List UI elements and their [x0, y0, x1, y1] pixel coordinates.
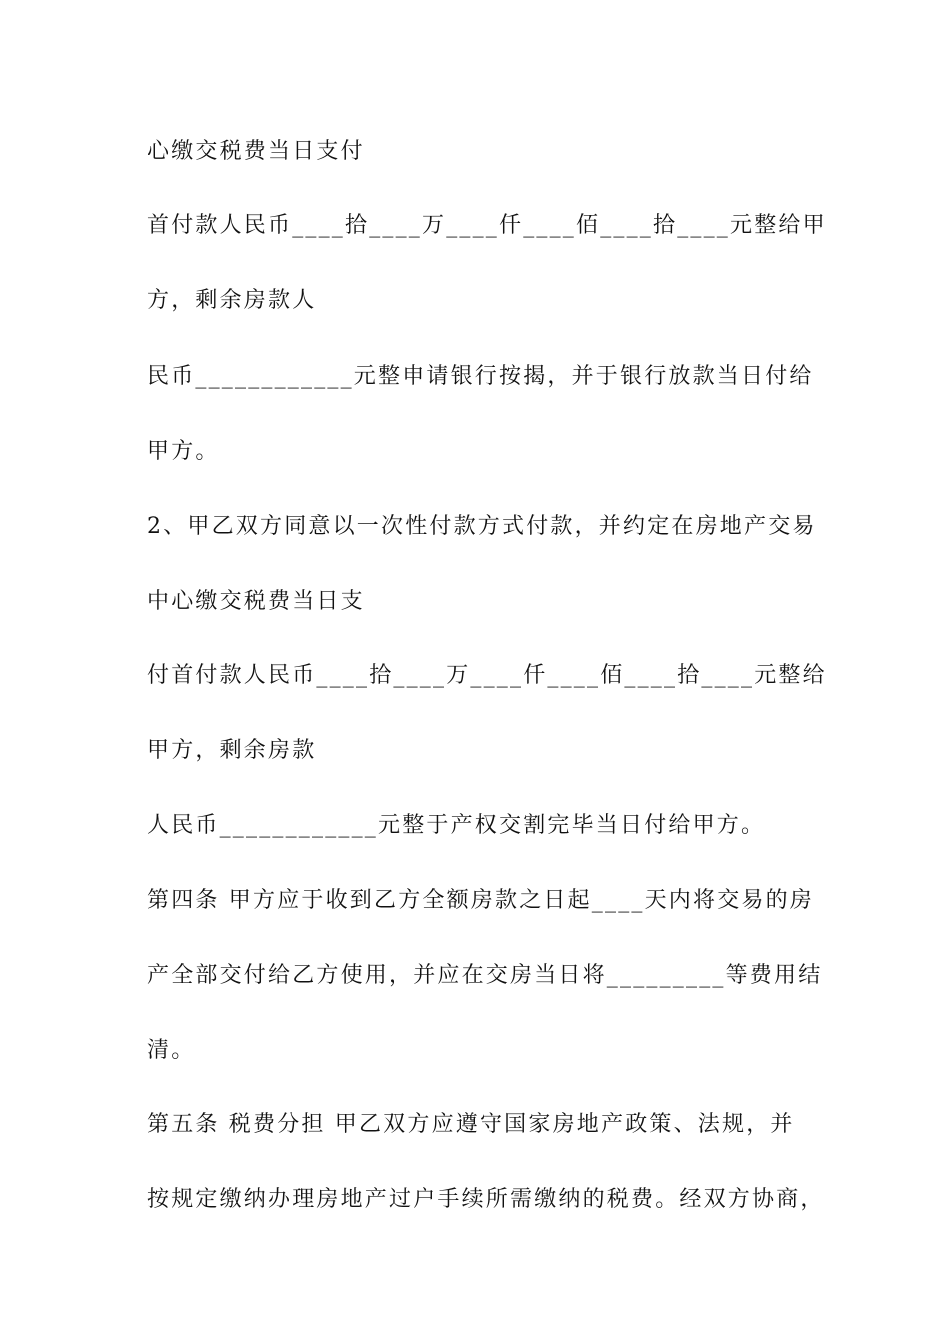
text-line: 民币____________元整申请银行按揭，并于银行放款当日付给 [147, 364, 814, 389]
text-line: 付首付款人民币____拾____万____仟____佰____拾____元整给 [147, 663, 827, 688]
text-line: 中心缴交税费当日支 [147, 589, 365, 614]
text-line: 方，剩余房款人 [147, 288, 317, 313]
text-line: 心缴交税费当日支付 [147, 139, 365, 164]
text-line: 人民币____________元整于产权交割完毕当日付给甲方。 [147, 813, 766, 838]
text-line: 2、甲乙双方同意以一次性付款方式付款，并约定在房地产交易 [147, 514, 817, 539]
text-line: 产全部交付给乙方使用，并应在交房当日将_________等费用结 [147, 963, 823, 988]
text-line: 甲方，剩余房款 [147, 738, 317, 763]
text-line: 甲方。 [147, 439, 220, 464]
text-line: 第四条 甲方应于收到乙方全额房款之日起____天内将交易的房 [147, 888, 814, 913]
text-line: 清。 [147, 1038, 196, 1063]
text-line: 首付款人民币____拾____万____仟____佰____拾____元整给甲 [147, 213, 827, 238]
text-line: 按规定缴纳办理房地产过户手续所需缴纳的税费。经双方协商， [147, 1187, 825, 1212]
text-line: 第五条 税费分担 甲乙双方应遵守国家房地产政策、法规，并 [147, 1112, 795, 1137]
